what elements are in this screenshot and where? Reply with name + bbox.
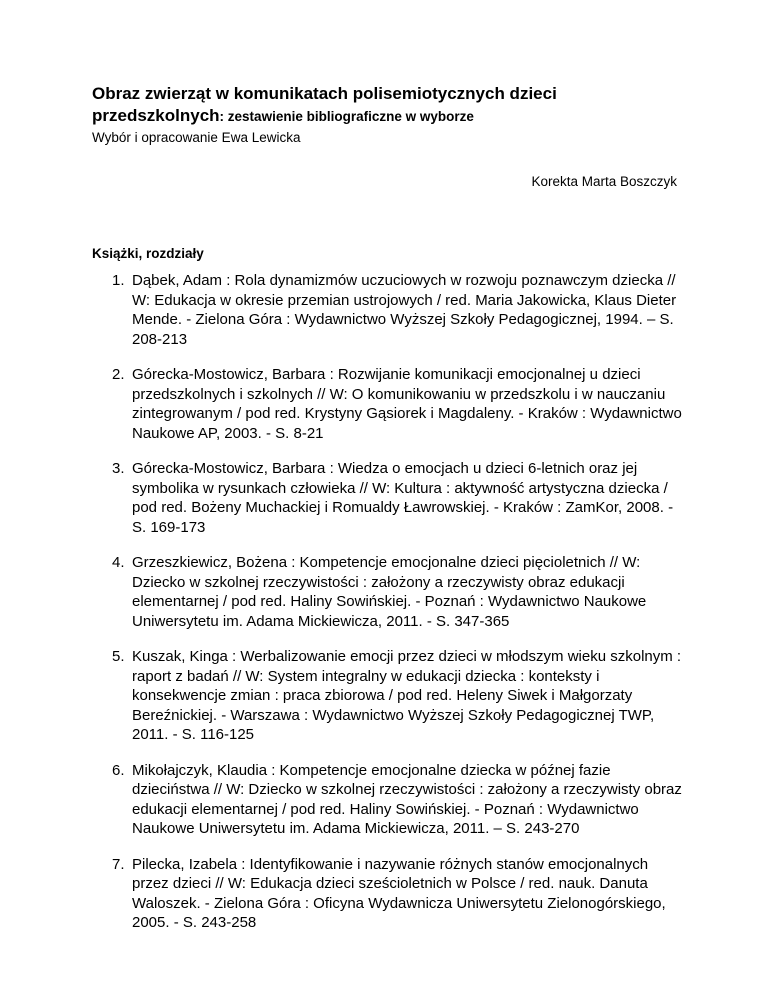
entry-text: Grzeszkiewicz, Bożena : Kompetencje emocjonalne dzieci pięcioletnich // W: Dziecko w szkolnej rzeczywistości : założony a rzeczywisty obraz edukacji elementarnej / pod red. Haliny Sowińskiej. - Poznań : Wydawnictwo Naukowe Uniwersytetu im. Adama Mickiewicza, 2011. - S. 347-365 bbox=[132, 554, 647, 630]
entry-text: Dąbek, Adam : Rola dynamizmów uczuciowych w rozwoju poznawczym dziecka // W: Edukacja w okresie przemian ustrojowych / red. Maria Jakowicka, Klaus Dieter Mende. - Zielona Góra : Wydawnictwo Wyższej Szkoły Pedagogicznej, 1994. – S. 208-213 bbox=[132, 272, 677, 348]
bibliography-entry bbox=[92, 761, 688, 839]
proofreading-line: Korekta Marta Boszczyk bbox=[531, 174, 677, 189]
title-main: Obraz zwierząt w komunikatach polisemiotycznych dzieci przedszkolnych bbox=[92, 84, 557, 125]
entry-number: 6. bbox=[112, 761, 125, 779]
entry-number: 3. bbox=[112, 460, 125, 477]
document-title bbox=[92, 83, 692, 128]
section-heading: Książki, rozdziały bbox=[92, 246, 204, 261]
bibliography-entry bbox=[92, 271, 688, 349]
bibliography-entry bbox=[92, 553, 688, 631]
author-line: Wybór i opracowanie Ewa Lewicka bbox=[92, 130, 301, 145]
bibliography-entry bbox=[92, 459, 688, 537]
entry-number: 7. bbox=[112, 855, 125, 873]
entry-text: Pilecka, Izabela : Identyfikowanie i nazywanie różnych stanów emocjonalnych przez dzieci // W: Edukacja dzieci sześcioletnich w Polsce / red. nauk. Danuta Waloszek. - Zielona Góra : Oficyna Wydawnicza Uniwersytetu Zielonogórskiego, 2005. - S. 243-258 bbox=[132, 855, 666, 931]
entry-number: 4. bbox=[112, 554, 125, 571]
entry-text: Kuszak, Kinga : Werbalizowanie emocji przez dzieci w młodszym wieku szkolnym : raport z badań // W: System integralny w edukacji dziecka : konteksty i konsekwencje zmian : praca zbiorowa / pod red. Heleny Siwek i Małgorzaty Bereźnickiej. - Warszawa : Wydawnictwo Wyższej Szkoły Pedagogicznej TWP, 2011. - S. 116-125 bbox=[132, 648, 682, 743]
entry-number: 5. bbox=[112, 648, 125, 665]
entry-text: Mikołajczyk, Klaudia : Kompetencje emocjonalne dziecka w późnej fazie dzieciństwa // W: Dziecko w szkolnej rzeczywistości : założony a rzeczywisty obraz edukacji elementarnej / pod red. Haliny Sowińskiej. - Poznań : Wydawnictwo Naukowe Uniwersytetu im. Adama Mickiewicza, 2011. – S. 243-270 bbox=[132, 761, 682, 837]
title-subtitle: : zestawienie bibliograficzne w wyborze bbox=[219, 109, 474, 124]
bibliography-entry bbox=[92, 365, 688, 443]
entry-text: Górecka-Mostowicz, Barbara : Rozwijanie komunikacji emocjonalnej u dzieci przedszkolnych i szkolnych // W: O komunikowaniu w przedszkolu i w nauczaniu zintegrowanym / pod red. Krystyny Gąsiorek i Magdaleny. - Kraków : Wydawnictwo Naukowe AP, 2003. - S. 8-21 bbox=[132, 366, 682, 442]
entry-number: 1. bbox=[112, 272, 125, 289]
entry-number: 2. bbox=[112, 366, 125, 383]
bibliography-entry bbox=[92, 855, 688, 933]
bibliography-list bbox=[92, 271, 688, 949]
bibliography-entry bbox=[92, 647, 688, 745]
entry-text: Górecka-Mostowicz, Barbara : Wiedza o emocjach u dzieci 6-letnich oraz jej symbolika w rysunkach człowieka // W: Kultura : aktywność artystyczna dziecka / pod red. Bożeny Muchackiej i Romualdy Ławrowskiej. - Kraków : ZamKor, 2008. - S. 169-173 bbox=[132, 460, 674, 536]
